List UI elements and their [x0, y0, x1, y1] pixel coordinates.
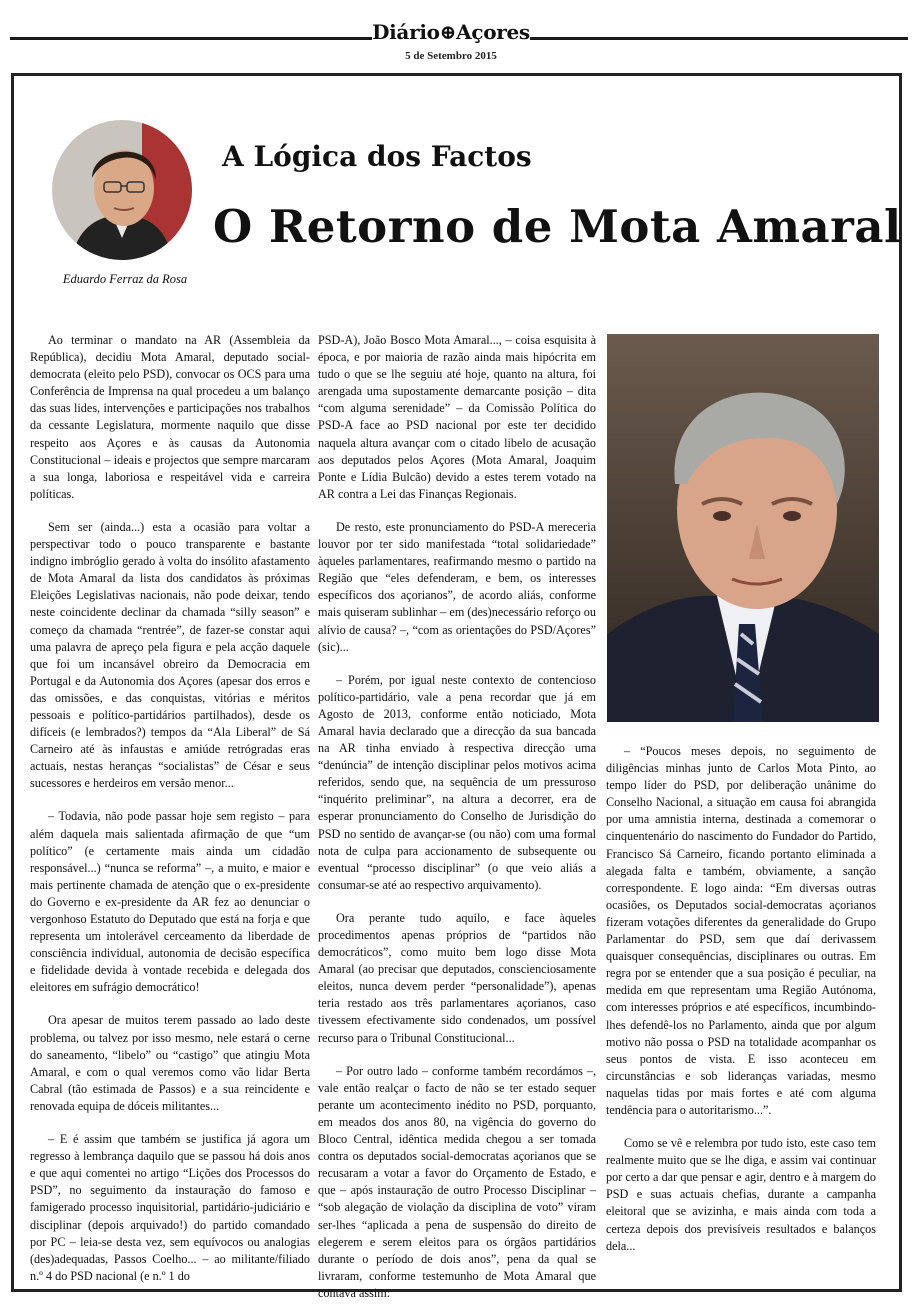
author-name: Eduardo Ferraz da Rosa — [62, 272, 188, 286]
paragraph: – E é assim que também se justifica já agora um regresso à lembrança daquilo que se passou há dois anos e que aqui comentei no artigo “Lições dos Processos do PSD”, no seguimento da instauração do famoso e famigerado processo inquisitorial, partidário-judiciário e disciplinar (depois arquivado!) do partido comandado por PC – leia-se desta vez, sem equívocos ou analogias (des)adequadas, Passos Coelho... – ao militante/filiado n.º 4 do PSD nacional (e n.º 1 do — [30, 1132, 310, 1283]
newspaper-title: Diário⊕Açores — [372, 20, 530, 44]
paragraph: – Todavia, não pode passar hoje sem registo – para além daquela mais salientada afirmação de que “um político” (e certamente mais ainda um cidadão responsável...) “nunca se reforma” –, a muito, e maior e mais pertinente chamada de atenção que o ex-presidente do Governo e ex-presidente da AR fez ao denunciar o vergonhoso Estatuto do Deputado que está na forja e que representa um intolerável cerceamento da liberdade de consciência individual, autonomia de decisão específica e fidelidade devida à vontade recebida e delegada dos eleitores em sufrágio democrático! — [30, 809, 310, 995]
paragraph: – “Poucos meses depois, no seguimento de diligências minhas junto de Carlos Mota Pinto, ao tempo líder do PSD, por deliberação unânime do Conselho Nacional, a situação em causa foi abrangida por uma amnistia interna, destinada a comemorar o cinquentenário do nascimento do Fundador do Partido, Francisco Sá Carneiro, ficando portanto eliminada a alegada falta e também, obviamente, a sanção correspondente. E logo ainda: “Em diversas outras ocasiões, os Deputados social-democratas açorianos fizeram votações diferentes da generalidade do Grupo Parlamentar do PSD, sem que daí derivassem quaisquer consequências, disciplinares ou outras. Em regra por se entender que a sua posição é peculiar, na medida em que representam uma Região Autónoma, com interesses próprios e até específicos, incumbindo-lhes defendê-los no Parlamento, ainda que por algum motivo não possa o PSD na totalidade acompanhar os seus pontos de vista. E isso aconteceu em circunstâncias e sob lideranças variadas, mesmo naquelas tidas por mais fortes e até com alguma tendência para o autoritarismo...”. — [606, 744, 876, 1117]
masthead-rule-left — [10, 37, 372, 40]
paragraph: PSD-A), João Bosco Mota Amaral..., – coisa esquisita à época, e por maioria de razão ainda mais hipócrita em tudo o que se lhe seguiu até hoje, quanto na altura, foi arengada uma supostamente demarcante posição – dita “com alguma serenidade” – da Comissão Política do PSD-A face ao PSD nacional por este ter decidido naquela altura avançar com o citado libelo de acusação aos deputados pelos Açores (Mota Amaral, Joaquim Ponte e Lídia Bulcão) devido a estes terem votado na AR contra a Lei das Finanças Regionais. — [318, 333, 596, 501]
masthead-rule-right — [530, 37, 908, 40]
article-column-1 — [30, 332, 310, 1285]
author-portrait — [52, 120, 192, 260]
paragraph: Sem ser (ainda...) esta a ocasião para voltar a perspectivar todo o pouco transparente e bastante indigno imbróglio gerado à volta do insólito afastamento de Mota Amaral da lista dos candidatos às próximas Eleições Legislativas nacionais, não pode deixar, tendo neste coincidente declinar da chamada “silly season” e começo da chamada “rentrée”, de fazer-se constar aqui uma palavra de apreço pela figura e pela acção daquele que foi um incansável obreiro da Democracia em Portugal e da Autonomia dos Açores (apesar dos erros e das omissões, e das conquistas, vitórias e méritos pessoais e político-partidários partilhados), desde os difíceis (e lembrados?) tempos da “Ala Liberal” de Sá Carneiro até às infaustas e amiúde retrógradas eras actuais, nestas heranças “socialistas” de César e seus sucessores e herdeiros em versão menor... — [30, 519, 310, 791]
article-headline: O Retorno de Mota Amaral — [213, 200, 902, 253]
paragraph: Ao terminar o mandato na AR (Assembleia da República), decidiu Mota Amaral, deputado social-democrata (eleito pelo PSD), convocar os OCS para uma Conferência de Imprensa na qual procedeu a um balanço das suas lides, intervenções e participações nos trabalhos da cessante Legislatura, mormente naquilo que disse respeito aos Açores e às causas da Autonomia Constitucional – ideais e projectos que sempre marcaram a sua longa, laboriosa e respeitável vida e carreira políticas. — [30, 333, 310, 501]
paragraph: De resto, este pronunciamento do PSD-A mereceria louvor por ter sido manifestada “total solidariedade” àqueles parlamentares, reafirmando mesmo o partido na Região que “eles defenderam, e bem, os interesses específicos dos açorianos”, de acordo aliás, conforme mais quiseram sublinhar – em (des)necessário reforço ou alívio de causa? –, “com as orientações do PSD/Açores” (sic)... — [318, 519, 596, 654]
paragraph: – Por outro lado – conforme também recordámos –, vale então realçar o facto de não se ter estado sequer perante um acontecimento inédito no PSD, porquanto, em meados dos anos 80, na vigência do governo do Bloco Central, idêntica medida chegou a ser tomada contra os deputados social-democratas açorianos que se recusaram a votar a favor do Orçamento de Estado, e que – após instauração de outro Processo Disciplinar – “sob alegação de violação da disciplina de voto” viram ser-lhes “aplicada a pena de suspensão do direito de elegerem e serem eleitos para os órgãos partidários durante o período de dois anos”, pena da qual se livraram, conforme testemunho de Mota Amaral que contava assim: — [318, 1063, 596, 1300]
column-kicker: A Lógica dos Factos — [222, 140, 532, 173]
paragraph: Ora apesar de muitos terem passado ao lado deste problema, ou talvez por isso mesmo, nele estará o cerne do saneamento, “libelo” ou “castigo” que atingiu Mota Amaral, e com o qual veremos como vão lidar Berta Cabral (tão estimada de Passos) e a sua reincidente e renovada equipa de dóceis militantes... — [30, 1013, 310, 1113]
article-column-3 — [606, 743, 876, 1255]
publication-date: 5 de Setembro 2015 — [405, 50, 497, 62]
paragraph: Ora perante tudo aquilo, e face àqueles procedimentos apenas próprios de “partidos não democráticos”, como muito bem logo disse Mota Amaral (ao precisar que deputados, conscienciosamente eleitos, nunca devem perder “personalidade”), apenas teria restado aos três parlamentares açorianos, caso tivessem efectivamente sido condenados, um possível recurso para o Tribunal Constitucional... — [318, 910, 596, 1045]
article-column-2 — [318, 332, 596, 1302]
paragraph: – Porém, por igual neste contexto de contencioso político-partidário, vale a pena recordar que já em Agosto de 2013, conforme então noticiado, Mota Amaral havia declarado que a direcção da sua bancada na AR tinha enviado à respectiva direcção uma “denúncia” de intenção disciplinar pelos motivos acima referidos, sendo que, na sequência de um pressuroso “inquérito preliminar”, na altura a decorrer, era de esperar pronunciamento do Conselho de Jurisdição do PSD no sentido de avançar-se (ou não) com uma formal nota de culpa para accionamento de subsequente ou eventual “processo disciplinar” (o que veio aliás a consumar-se até ao respectivo arquivamento). — [318, 672, 596, 892]
paragraph: Como se vê e relembra por tudo isto, este caso tem realmente muito que se lhe diga, e assim vai continuar por certo a dar que pensar e agir, dentro e à margem do PSD e suas actuais chefias, durante a campanha eleitoral que se avizinha, e mais ainda com toda a certeza depois dos previsíveis resultados e balanços dela... — [606, 1136, 876, 1253]
mota-amaral-photo — [607, 334, 879, 722]
